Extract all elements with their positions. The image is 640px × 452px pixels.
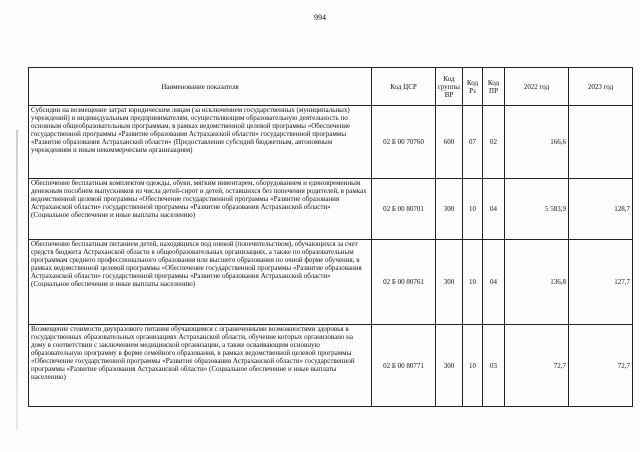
header-year-2022: 2022 год (505, 68, 569, 106)
cell-amount-2022: 5 583,9 (505, 179, 569, 240)
cell-indicator-name: Обеспечение бесплатным питанием детей, находящихся под опекой (попечительством), обучающихся за счет средств бюджета Астраханской области в общеобразовательных организациях, а также по образовательным программам среднего профессионального образования или высшего образования по очной форме обучения, в рамках ведомственной целевой программы «Обеспечение государственной программы «Развитие образования Астраханской области» государственной программы «Развитие образования Астраханской области» (Социальное обеспечение и иные выплаты населению) (29, 240, 372, 325)
cell-vr-code: 300 (436, 325, 463, 407)
header-rz-code: Код Рз (463, 68, 483, 106)
table-row (29, 106, 633, 179)
header-csr-code: Код ЦСР (372, 68, 436, 106)
cell-pr-code: 02 (483, 106, 505, 179)
budget-table (28, 67, 633, 407)
cell-amount-2022: 166,6 (505, 106, 569, 179)
cell-amount-2023: 127,7 (569, 240, 633, 325)
page-number: 994 (314, 13, 326, 22)
cell-vr-code: 600 (436, 106, 463, 179)
header-vr-code: Код группы ВР (436, 68, 463, 106)
cell-csr-code: 02 Б 00 80701 (372, 179, 436, 240)
cell-amount-2023: 72,7 (569, 325, 633, 407)
cell-csr-code: 02 Б 00 80771 (372, 325, 436, 407)
cell-vr-code: 300 (436, 240, 463, 325)
cell-vr-code: 300 (436, 179, 463, 240)
table-row (29, 240, 633, 325)
table-row (29, 325, 633, 407)
cell-indicator-name: Обеспечение бесплатным комплектом одежды, обуви, мягким инвентарем, оборудованием и единовременным денежным пособием выпускников из числа детей-сирот и детей, оставшихся без попечения родителей, в рамках ведомственной целевой программы «Обеспечение государственной программы «Развитие образования Астраханской области» государственной программы «Развитие образования Астраханской области» (Социальное обеспечение и иные выплаты населению) (29, 179, 372, 240)
header-indicator-name: Наименование показателя (29, 68, 372, 106)
cell-indicator-name: Субсидии на возмещение затрат юридическим лицам (за исключением государственных (муниципальных) учреждений) и индивидуальным предпринимателям, осуществляющим образовательную деятельность по основным общеобразовательным программам, в рамках ведомственной целевой программы «Обеспечение государственной программы «Развитие образования Астраханской области» государственной программы «Развитие образования Астраханской области» (Предоставление субсидий бюджетным, автономным учреждениям и иным некоммерческим организациям) (29, 106, 372, 179)
cell-amount-2022: 136,8 (505, 240, 569, 325)
cell-amount-2023 (569, 106, 633, 179)
cell-pr-code: 04 (483, 240, 505, 325)
cell-indicator-name: Возмещение стоимости двухразового питания обучающимся с ограниченными возможностями здоровья в государственных образовательных организациях Астраханской области, обучение которых организовано на дому в соответствии с заключением медицинской организации, а также осваивающим основную образовательную программу в форме семейного образования, в рамках ведомственной целевой программы «Обеспечение государственной программы «Развитие образования Астраханской области» государственной программы «Развитие образования Астраханской области» (Социальное обеспечение и иные выплаты населению) (29, 325, 372, 407)
cell-pr-code: 04 (483, 179, 505, 240)
header-year-2023: 2023 год (569, 68, 633, 106)
cell-csr-code: 02 Б 00 80761 (372, 240, 436, 325)
cell-rz-code: 07 (463, 106, 483, 179)
cell-rz-code: 10 (463, 325, 483, 407)
cell-rz-code: 10 (463, 240, 483, 325)
cell-pr-code: 03 (483, 325, 505, 407)
header-pr-code: Код ПР (483, 68, 505, 106)
cell-rz-code: 10 (463, 179, 483, 240)
table-row (29, 179, 633, 240)
scan-margin-mark (16, 130, 18, 430)
table-header-row (29, 68, 633, 106)
cell-csr-code: 02 Б 00 70760 (372, 106, 436, 179)
cell-amount-2022: 72,7 (505, 325, 569, 407)
cell-amount-2023: 128,7 (569, 179, 633, 240)
